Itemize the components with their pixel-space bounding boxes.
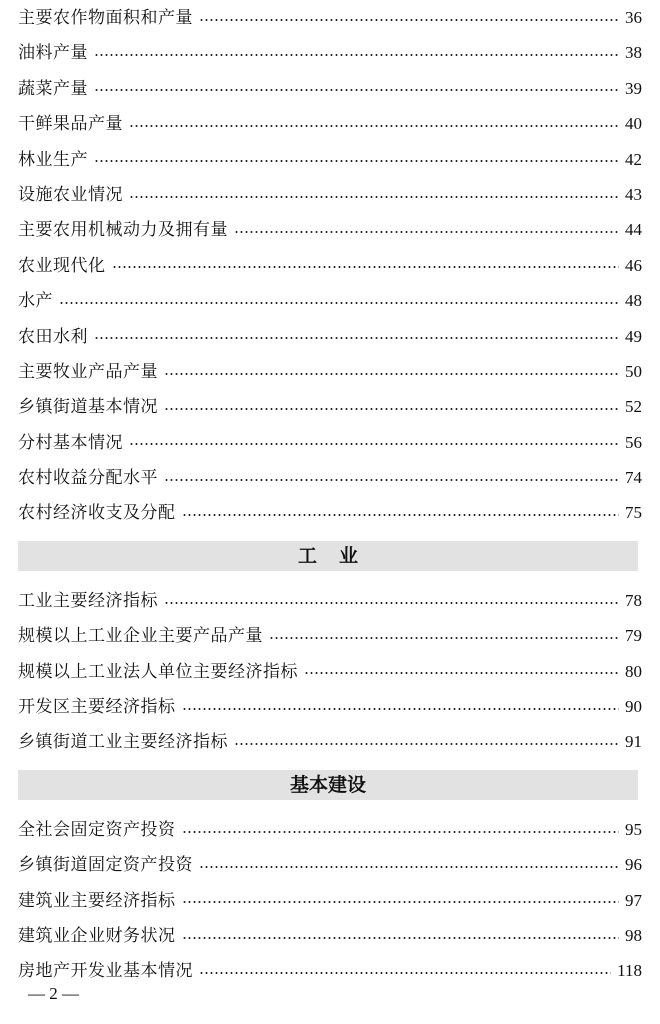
dot-leader xyxy=(164,408,619,410)
toc-entry[interactable] xyxy=(18,495,642,530)
entry-page: 74 xyxy=(625,468,642,488)
entry-title: 主要农作物面积和产量 xyxy=(18,8,193,28)
entry-page: 52 xyxy=(625,397,642,417)
table-of-contents xyxy=(18,0,642,989)
entry-page: 56 xyxy=(625,432,642,452)
entry-page: 48 xyxy=(625,291,642,311)
toc-entry[interactable] xyxy=(18,389,642,424)
dot-leader xyxy=(94,89,619,91)
toc-entry[interactable] xyxy=(18,319,642,354)
dot-leader xyxy=(182,708,620,710)
dot-leader xyxy=(182,901,620,903)
toc-entry[interactable] xyxy=(18,106,642,141)
entry-title: 干鲜果品产量 xyxy=(18,114,123,135)
dot-leader xyxy=(269,637,619,639)
entry-page: 36 xyxy=(625,8,642,27)
entry-title: 建筑业主要经济指标 xyxy=(18,890,176,911)
toc-entry[interactable] xyxy=(18,142,642,177)
toc-entry[interactable] xyxy=(18,654,642,689)
toc-entry[interactable] xyxy=(18,724,642,759)
entry-page: 95 xyxy=(625,819,642,839)
dot-leader xyxy=(164,479,619,481)
dot-leader xyxy=(59,302,619,304)
entry-title: 主要牧业产品产量 xyxy=(18,361,158,382)
entry-page: 75 xyxy=(625,503,642,523)
dot-leader xyxy=(164,602,619,604)
toc-entry[interactable] xyxy=(18,883,642,918)
entry-title: 乡镇街道工业主要经济指标 xyxy=(18,732,228,753)
dot-leader xyxy=(94,160,619,162)
toc-group-construction xyxy=(18,812,642,989)
entry-title: 开发区主要经济指标 xyxy=(18,697,176,718)
entry-page: 78 xyxy=(625,590,642,610)
dot-leader xyxy=(129,125,619,127)
entry-page: 118 xyxy=(617,961,642,981)
dot-leader xyxy=(129,443,619,445)
entry-page: 97 xyxy=(625,890,642,910)
entry-title: 房地产开发业基本情况 xyxy=(18,961,193,982)
entry-page: 43 xyxy=(625,184,642,204)
entry-title: 农业现代化 xyxy=(18,255,106,276)
entry-page: 49 xyxy=(625,326,642,346)
toc-entry[interactable] xyxy=(18,177,642,212)
entry-title: 设施农业情况 xyxy=(18,184,123,205)
toc-entry[interactable] xyxy=(18,460,642,495)
dot-leader xyxy=(199,866,619,868)
entry-page: 91 xyxy=(625,732,642,752)
toc-entry[interactable] xyxy=(18,212,642,247)
dot-leader xyxy=(304,672,619,674)
entry-page: 46 xyxy=(625,255,642,275)
toc-entry[interactable] xyxy=(18,812,642,847)
entry-title: 乡镇街道基本情况 xyxy=(18,397,158,418)
entry-title: 规模以上工业法人单位主要经济指标 xyxy=(18,661,298,682)
toc-entry[interactable] xyxy=(18,248,642,283)
entry-title: 主要农用机械动力及拥有量 xyxy=(18,220,228,241)
entry-page: 96 xyxy=(625,855,642,875)
entry-title: 建筑业企业财务状况 xyxy=(18,925,176,946)
dot-leader xyxy=(112,266,620,268)
toc-entry[interactable] xyxy=(18,354,642,389)
entry-title: 农田水利 xyxy=(18,326,88,347)
entry-title: 工业主要经济指标 xyxy=(18,590,158,611)
entry-page: 98 xyxy=(625,925,642,945)
section-header-industry xyxy=(18,541,638,571)
dot-leader xyxy=(199,972,611,974)
entry-title: 蔬菜产量 xyxy=(18,78,88,99)
entry-page: 50 xyxy=(625,361,642,381)
dot-leader xyxy=(182,937,620,939)
toc-entry[interactable] xyxy=(18,71,642,106)
entry-title: 全社会固定资产投资 xyxy=(18,819,176,840)
entry-page: 42 xyxy=(625,149,642,169)
section-header-construction xyxy=(18,770,638,800)
toc-entry[interactable] xyxy=(18,918,642,953)
toc-entry[interactable] xyxy=(18,283,642,318)
dot-leader xyxy=(199,19,619,21)
toc-entry[interactable] xyxy=(18,425,642,460)
entry-title: 规模以上工业企业主要产品产量 xyxy=(18,626,263,647)
section-heading: 工业 xyxy=(297,544,380,567)
toc-entry[interactable] xyxy=(18,953,642,988)
dot-leader xyxy=(129,196,619,198)
page-number: — 2 — xyxy=(28,984,79,1003)
entry-title: 分村基本情况 xyxy=(18,432,123,453)
entry-title: 乡镇街道固定资产投资 xyxy=(18,855,193,876)
dot-leader xyxy=(182,831,620,833)
toc-entry[interactable] xyxy=(18,583,642,618)
entry-title: 油料产量 xyxy=(18,43,88,64)
toc-group-industry xyxy=(18,583,642,760)
dot-leader xyxy=(94,54,619,56)
toc-entry[interactable] xyxy=(18,35,642,70)
toc-entry[interactable] xyxy=(18,0,642,35)
entry-title: 农村收益分配水平 xyxy=(18,468,158,489)
entry-title: 农村经济收支及分配 xyxy=(18,503,176,524)
section-heading: 基本建设 xyxy=(289,773,366,796)
toc-entry[interactable] xyxy=(18,618,642,653)
entry-title: 水产 xyxy=(18,291,53,312)
toc-entry[interactable] xyxy=(18,847,642,882)
dot-leader xyxy=(94,337,619,339)
dot-leader xyxy=(164,373,619,375)
entry-page: 38 xyxy=(625,43,642,63)
entry-title: 林业生产 xyxy=(18,149,88,170)
entry-page: 40 xyxy=(625,114,642,134)
dot-leader xyxy=(234,231,619,233)
toc-entry[interactable] xyxy=(18,689,642,724)
entry-page: 39 xyxy=(625,78,642,98)
entry-page: 44 xyxy=(625,220,642,240)
entry-page: 79 xyxy=(625,626,642,646)
entry-page: 80 xyxy=(625,661,642,681)
toc-group-agriculture xyxy=(18,0,642,531)
dot-leader xyxy=(182,514,620,516)
entry-page: 90 xyxy=(625,697,642,717)
dot-leader xyxy=(234,743,619,745)
